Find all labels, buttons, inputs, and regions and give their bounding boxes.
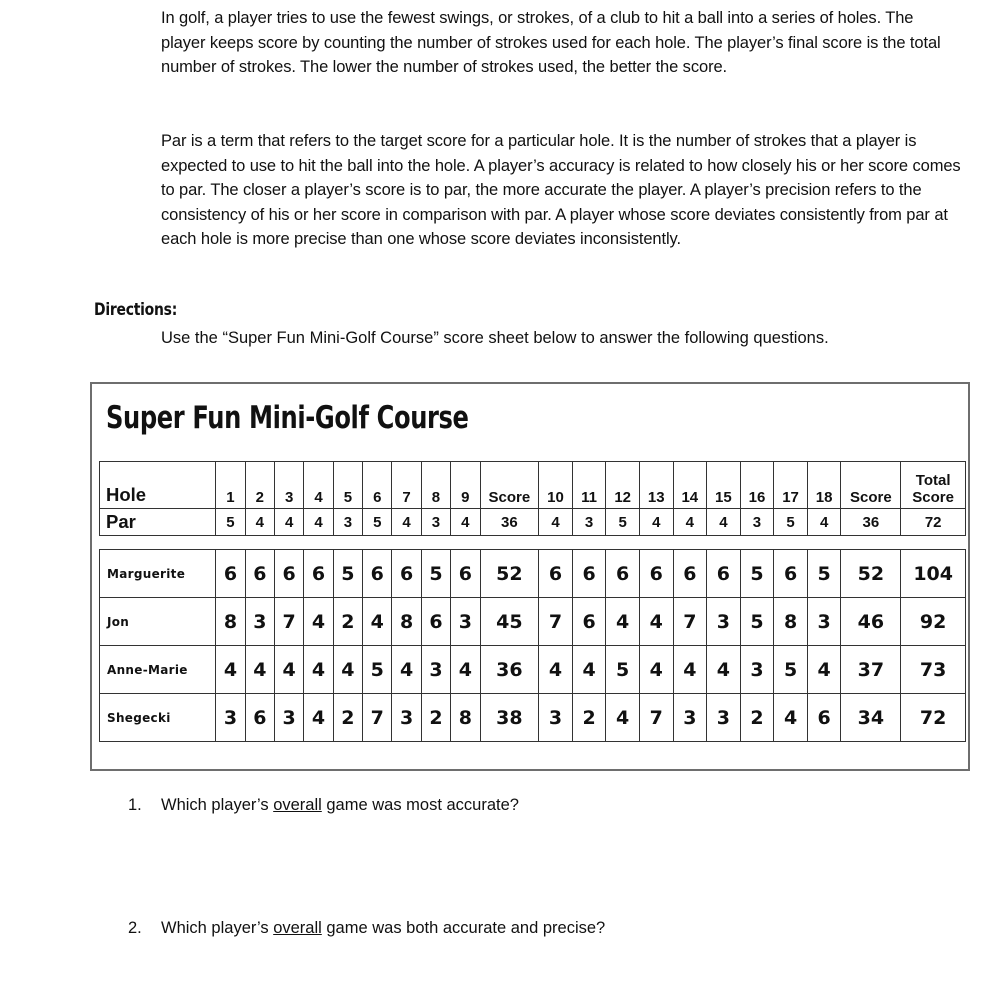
hole-row [100, 462, 966, 509]
hole-score: 6 [421, 598, 450, 646]
hole-number: 11 [572, 462, 606, 509]
par-front-score: 36 [480, 509, 539, 536]
player-name: Jon [100, 598, 216, 646]
hole-number: 13 [639, 462, 673, 509]
player-row-jon [100, 598, 966, 646]
par-value: 4 [707, 509, 741, 536]
hole-score: 6 [572, 598, 606, 646]
par-value: 4 [639, 509, 673, 536]
par-value: 3 [572, 509, 606, 536]
front-score: 45 [480, 598, 539, 646]
par-value: 4 [539, 509, 573, 536]
hole-score: 2 [333, 598, 362, 646]
scoresheet-title: Super Fun Mini-Golf Course [106, 400, 469, 436]
front-score: 36 [480, 646, 539, 694]
hole-score: 3 [274, 694, 303, 742]
hole-score: 5 [740, 598, 774, 646]
question-number: 2. [128, 919, 142, 937]
hole-score: 4 [606, 598, 640, 646]
total-score: 72 [901, 694, 966, 742]
hole-score: 5 [606, 646, 640, 694]
hole-score: 6 [606, 550, 640, 598]
hole-score: 3 [807, 598, 841, 646]
hole-score: 8 [774, 598, 808, 646]
player-name: Marguerite [100, 550, 216, 598]
hole-number: 14 [673, 462, 707, 509]
hole-score: 8 [392, 598, 421, 646]
hole-score: 3 [740, 646, 774, 694]
player-row-marguerite [100, 550, 966, 598]
hole-score: 4 [807, 646, 841, 694]
hole-score: 6 [216, 550, 245, 598]
hole-score: 5 [421, 550, 450, 598]
hole-score: 4 [245, 646, 274, 694]
directions-text: Use the “Super Fun Mini-Golf Course” score sheet below to answer the following questions. [161, 329, 829, 347]
par-value: 4 [807, 509, 841, 536]
hole-number: 9 [451, 462, 480, 509]
hole-score: 4 [333, 646, 362, 694]
hole-score: 2 [333, 694, 362, 742]
par-value: 4 [392, 509, 421, 536]
question-text: game was both accurate and precise? [321, 919, 606, 937]
hole-number: 15 [707, 462, 741, 509]
par-value: 5 [606, 509, 640, 536]
hole-label: Hole [100, 462, 216, 509]
hole-number: 2 [245, 462, 274, 509]
hole-score: 6 [392, 550, 421, 598]
back-score: 46 [841, 598, 901, 646]
back-score-header: Score [841, 462, 901, 509]
hole-score: 4 [572, 646, 606, 694]
hole-score: 6 [639, 550, 673, 598]
hole-score: 7 [539, 598, 573, 646]
hole-score: 6 [539, 550, 573, 598]
hole-score: 6 [774, 550, 808, 598]
back-score: 52 [841, 550, 901, 598]
par-label: Par [100, 509, 216, 536]
hole-score: 2 [421, 694, 450, 742]
hole-score: 3 [216, 694, 245, 742]
par-total: 72 [901, 509, 966, 536]
front-score: 52 [480, 550, 539, 598]
hole-score: 4 [707, 646, 741, 694]
hole-score: 4 [304, 646, 333, 694]
hole-score: 5 [740, 550, 774, 598]
back-score: 37 [841, 646, 901, 694]
hole-score: 5 [807, 550, 841, 598]
hole-score: 7 [639, 694, 673, 742]
hole-score: 2 [572, 694, 606, 742]
par-row [100, 509, 966, 536]
hole-score: 6 [363, 550, 392, 598]
hole-score: 3 [673, 694, 707, 742]
hole-score: 6 [807, 694, 841, 742]
total-score: 104 [901, 550, 966, 598]
hole-number: 16 [740, 462, 774, 509]
hole-score: 4 [304, 694, 333, 742]
hole-score: 6 [274, 550, 303, 598]
player-name: Anne-Marie [100, 646, 216, 694]
total-label-line1: Total [915, 472, 951, 489]
player-row-shegecki [100, 694, 966, 742]
total-score: 92 [901, 598, 966, 646]
hole-number: 3 [274, 462, 303, 509]
hole-score: 4 [539, 646, 573, 694]
hole-score: 7 [363, 694, 392, 742]
hole-number: 18 [807, 462, 841, 509]
hole-score: 4 [639, 598, 673, 646]
hole-score: 6 [451, 550, 480, 598]
par-back-score: 36 [841, 509, 901, 536]
hole-score: 4 [606, 694, 640, 742]
hole-score: 4 [639, 646, 673, 694]
hole-score: 7 [673, 598, 707, 646]
hole-score: 3 [392, 694, 421, 742]
question-underlined-word: overall [273, 796, 322, 814]
total-label-line2: Score [912, 489, 954, 506]
hole-score: 6 [572, 550, 606, 598]
question-text: game was most accurate? [321, 796, 519, 814]
intro-paragraph-1: In golf, a player tries to use the fewest swings, or strokes, of a club to hit a ball into a series of holes. The player keeps score by counting the number of strokes used for each hole. The player’s final score is the total number of strokes. The lower the number of strokes used, the better the score. [161, 9, 941, 77]
question-text: Which player’s [161, 919, 274, 937]
par-value: 3 [740, 509, 774, 536]
hole-number: 5 [333, 462, 362, 509]
par-value: 4 [673, 509, 707, 536]
par-value: 4 [274, 509, 303, 536]
hole-score: 4 [392, 646, 421, 694]
hole-score: 4 [673, 646, 707, 694]
intro-paragraph-2: Par is a term that refers to the target score for a particular hole. It is the number of strokes that a player is expected to use to hit the ball into the hole. A player’s accuracy is related to how closely his or her score comes to par. The closer a player’s score is to par, the more accurate the player. A player’s precision refers to the consistency of his or her score in comparison with par. A player whose score deviates consistently from par at each hole is more precise than one whose score deviates inconsistently. [161, 132, 961, 249]
question-number: 1. [128, 796, 142, 814]
hole-number: 12 [606, 462, 640, 509]
hole-score: 8 [216, 598, 245, 646]
question-1 [128, 796, 519, 815]
hole-score: 6 [245, 694, 274, 742]
hole-number: 10 [539, 462, 573, 509]
hole-score: 3 [707, 598, 741, 646]
hole-score: 2 [740, 694, 774, 742]
par-value: 4 [451, 509, 480, 536]
hole-number: 6 [363, 462, 392, 509]
par-value: 4 [304, 509, 333, 536]
hole-score: 4 [363, 598, 392, 646]
hole-score: 6 [304, 550, 333, 598]
hole-score: 4 [304, 598, 333, 646]
front-score-header: Score [480, 462, 539, 509]
hole-score: 4 [216, 646, 245, 694]
back-score: 34 [841, 694, 901, 742]
hole-score: 5 [363, 646, 392, 694]
player-scores-table [99, 549, 966, 742]
hole-score: 6 [707, 550, 741, 598]
hole-score: 6 [673, 550, 707, 598]
hole-number: 1 [216, 462, 245, 509]
par-value: 5 [363, 509, 392, 536]
hole-score: 3 [707, 694, 741, 742]
hole-score: 5 [774, 646, 808, 694]
total-score-header [901, 462, 966, 509]
directions-heading: Directions: [94, 300, 178, 320]
par-value: 5 [216, 509, 245, 536]
question-2 [128, 919, 605, 938]
hole-score: 8 [451, 694, 480, 742]
par-value: 5 [774, 509, 808, 536]
par-table [99, 461, 966, 536]
hole-number: 8 [421, 462, 450, 509]
hole-number: 7 [392, 462, 421, 509]
question-text: Which player’s [161, 796, 274, 814]
hole-score: 4 [274, 646, 303, 694]
question-underlined-word: overall [273, 919, 322, 937]
hole-score: 6 [245, 550, 274, 598]
par-value: 3 [421, 509, 450, 536]
hole-number: 17 [774, 462, 808, 509]
total-score: 73 [901, 646, 966, 694]
par-value: 3 [333, 509, 362, 536]
hole-score: 3 [451, 598, 480, 646]
par-value: 4 [245, 509, 274, 536]
player-name: Shegecki [100, 694, 216, 742]
hole-score: 3 [421, 646, 450, 694]
hole-score: 7 [274, 598, 303, 646]
player-row-anne-marie [100, 646, 966, 694]
hole-score: 4 [774, 694, 808, 742]
hole-score: 4 [451, 646, 480, 694]
hole-score: 3 [245, 598, 274, 646]
front-score: 38 [480, 694, 539, 742]
hole-number: 4 [304, 462, 333, 509]
hole-score: 5 [333, 550, 362, 598]
hole-score: 3 [539, 694, 573, 742]
